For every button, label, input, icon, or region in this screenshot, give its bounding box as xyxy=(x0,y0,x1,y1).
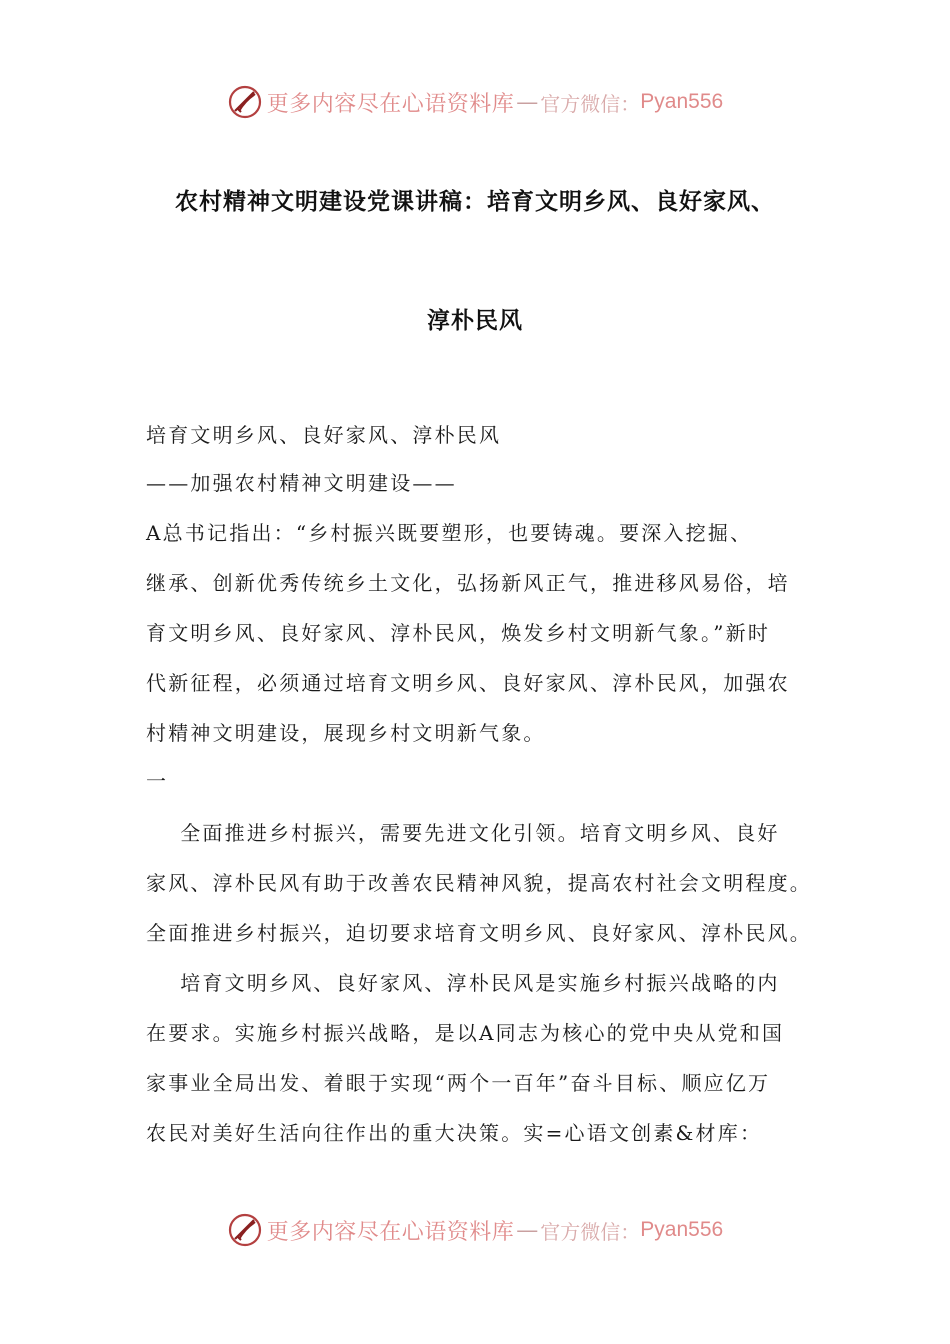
body-line: 村精神文明建设，展现乡村文明新气象。 xyxy=(146,721,546,745)
section-number: 一 xyxy=(146,769,169,793)
body-line: 育文明乡风、良好家风、淳朴民风，焕发乡村文明新气象。”新时 xyxy=(146,621,771,645)
body-line: 培育文明乡风、良好家风、淳朴民风 xyxy=(146,423,502,447)
body-line: ——加强农村精神文明建设—— xyxy=(146,471,457,495)
body-line: 继承、创新优秀传统乡土文化，弘扬新风正气，推进移风易俗，培 xyxy=(146,571,790,595)
body-line: 家事业全局出发、着眼于实现“两个一百年”奋斗目标、顺应亿万 xyxy=(146,1071,771,1095)
footer-watermark-banner xyxy=(0,1210,950,1250)
body-line: 农民对美好生活向往作出的重大决策。实=心语文创素&材库： xyxy=(146,1121,763,1145)
body-line: 家风、淳朴民风有助于改善农民精神风貌，提高农村社会文明程度。 xyxy=(146,871,812,895)
body-line: 全面推进乡村振兴，迫切要求培育文明乡风、良好家风、淳朴民风。 xyxy=(146,921,812,945)
body-line: 培育文明乡风、良好家风、淳朴民风是实施乡村振兴战略的内 xyxy=(146,971,780,995)
banner-separator: — xyxy=(516,1217,539,1243)
body-line: A总书记指出：“乡村振兴既要塑形，也要铸魂。要深入挖掘、 xyxy=(146,521,753,545)
banner-wechat-id: Pyan556 xyxy=(640,1218,724,1241)
banner-brand-text: 更多内容尽在心语资料库 xyxy=(266,91,515,117)
banner-wechat-label: 官方微信： xyxy=(540,91,641,116)
banner-wechat-label: 官方微信： xyxy=(540,1219,641,1244)
document-title-line-1: 农村精神文明建设党课讲稿：培育文明乡风、良好家风、 xyxy=(175,189,775,215)
body-line: 代新征程，必须通过培育文明乡风、良好家风、淳朴民风，加强农 xyxy=(146,671,790,695)
document-title-line-2: 淳朴民风 xyxy=(427,308,523,334)
quill-logo-icon xyxy=(227,84,263,120)
banner-separator: — xyxy=(516,89,539,115)
header-watermark-banner xyxy=(0,82,950,122)
body-line: 在要求。实施乡村振兴战略，是以A同志为核心的党中央从党和国 xyxy=(146,1021,785,1045)
body-line: 全面推进乡村振兴，需要先进文化引领。培育文明乡风、良好 xyxy=(146,821,780,845)
quill-logo-icon xyxy=(227,1212,263,1248)
banner-brand-text: 更多内容尽在心语资料库 xyxy=(266,1219,515,1245)
banner-wechat-id: Pyan556 xyxy=(640,90,724,113)
